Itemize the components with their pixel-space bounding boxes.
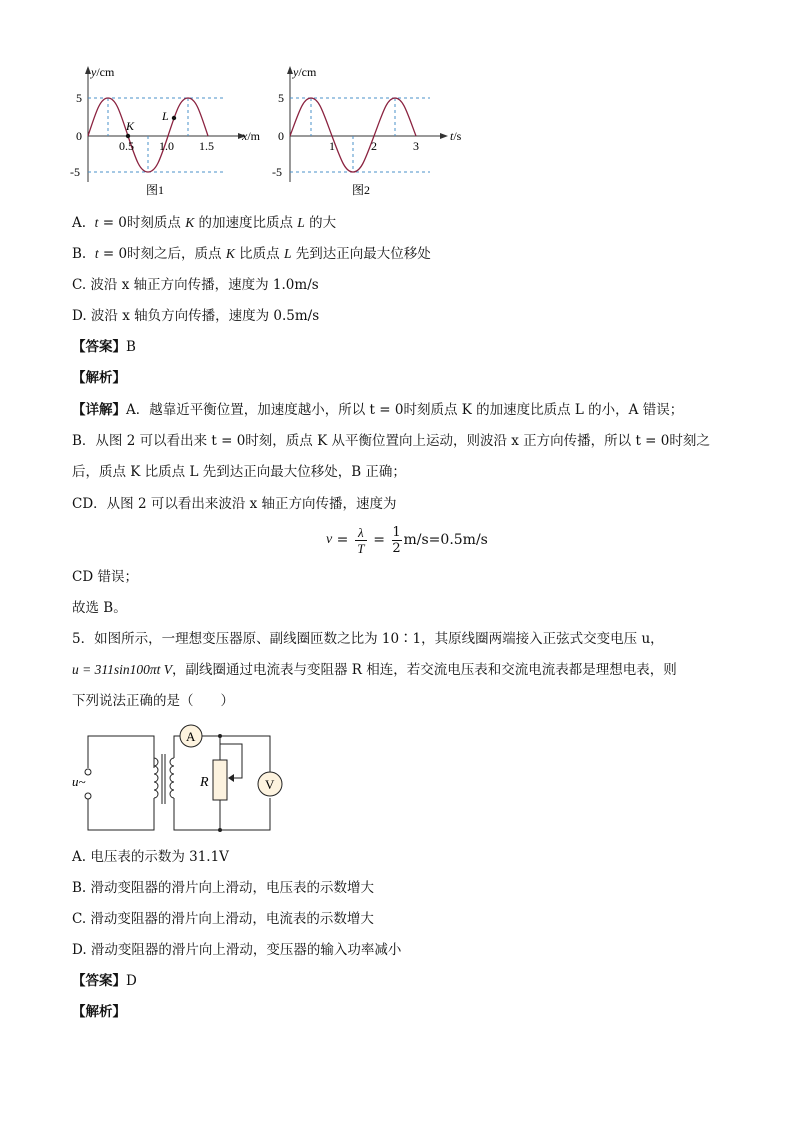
q4-option-d: D. 波沿 x 轴负方向传播，速度为 0.5m/s — [72, 308, 320, 324]
fig1-label-k: K — [126, 119, 135, 133]
q4-option-a: A. t = 0时刻质点 K 的加速度比质点 L 的大 — [72, 215, 337, 231]
fig1-x-label: x/m — [242, 129, 260, 143]
fraction-lambda-over-t: λ T — [355, 525, 367, 556]
fig2-x-axis-arrow — [440, 133, 448, 139]
q4-detail-b-line2: 后，质点 K 比质点 L 先到达正向最大位移处，B 正确； — [72, 464, 406, 480]
fig2-ytick-0: 0 — [278, 129, 284, 143]
q5-stem-line2: u = 311sin100πt V，副线圈通过电流表与变阻器 R 相连，若交流电压表和交流电流表都是理想电表，则 — [72, 662, 677, 678]
q5-answer: 【答案】D — [72, 973, 137, 989]
rheostat-resistor — [213, 760, 227, 800]
voltmeter-label: V — [265, 777, 275, 792]
fig2-x-label: t/s — [450, 129, 462, 143]
figure-1-wave-graph — [70, 62, 270, 202]
fig1-label-l: L — [162, 109, 169, 123]
fig1-y-label: y/cm — [91, 65, 115, 79]
q4-option-b: B. t = 0时刻之后，质点 K 比质点 L 先到达正向最大位移处 — [72, 246, 431, 262]
fig1-point-k — [126, 134, 130, 138]
q5-stem-line3: 下列说法正确的是（ ） — [72, 693, 234, 709]
fig2-ytick-neg5: -5 — [272, 165, 282, 179]
primary-bottom-wire — [88, 796, 154, 830]
q5-analysis-tag: 【解析】 — [72, 1004, 126, 1020]
q5-option-b: B. 滑动变阻器的滑片向上滑动，电压表的示数增大 — [72, 880, 375, 896]
q4-option-c: C. 波沿 x 轴正方向传播，速度为 1.0m/s — [72, 277, 319, 293]
fig2-xtick-3: 3 — [413, 139, 419, 153]
fig2-caption: 图2 — [352, 183, 371, 197]
rheostat-slider-arrow — [228, 774, 234, 782]
fig1-ytick-5: 5 — [76, 91, 82, 105]
q4-choose: 故选 B。 — [72, 600, 127, 616]
fig1-point-l — [172, 116, 176, 120]
q4-velocity-formula: v = λ T = 1 2 m/s=0.5m/s — [326, 524, 488, 556]
fig1-xtick-0.5: 0.5 — [119, 139, 134, 153]
secondary-coil — [170, 758, 174, 798]
q5-circuit-diagram — [70, 718, 310, 838]
source-label: u~ — [72, 774, 86, 789]
fig2-y-label: y/cm — [293, 65, 317, 79]
fig2-ytick-5: 5 — [278, 91, 284, 105]
fig1-ytick-neg5: -5 — [70, 165, 80, 179]
primary-top-wire — [88, 736, 154, 768]
q5-option-d: D. 滑动变阻器的滑片向上滑动，变压器的输入功率减小 — [72, 942, 402, 958]
q5-option-c: C. 滑动变阻器的滑片向上滑动，电流表的示数增大 — [72, 911, 374, 927]
primary-coil — [154, 758, 158, 798]
source-terminal-top — [85, 769, 91, 775]
q4-detail-a: 【详解】A．越靠近平衡位置，加速度越小，所以 t = 0时刻质点 K 的加速度比质点 L 的小，A 错误； — [72, 402, 684, 418]
q4-detail-cd: CD．从图 2 可以看出来波沿 x 轴正方向传播，速度为 — [72, 496, 397, 512]
fig1-xtick-1.0: 1.0 — [159, 139, 174, 153]
fraction-1-over-2: 1 2 — [392, 524, 401, 556]
q4-detail-b-line1: B．从图 2 可以看出来 t = 0时刻，质点 K 从平衡位置向上运动，则波沿 x 正方向传播，所以 t = 0时刻之 — [72, 433, 710, 449]
fig1-ytick-0: 0 — [76, 129, 82, 143]
fig2-xtick-2: 2 — [371, 139, 377, 153]
q4-answer: 【答案】B — [72, 339, 136, 355]
ammeter-label: A — [186, 729, 196, 744]
fig1-caption: 图1 — [146, 183, 165, 197]
figure-2-vibration-graph — [270, 62, 480, 202]
q5-option-a: A. 电压表的示数为 31.1V — [72, 849, 229, 865]
fig1-xtick-1.5: 1.5 — [199, 139, 214, 153]
q4-cd-wrong: CD 错误； — [72, 569, 138, 585]
q5-stem-line1: 5．如图所示，一理想变压器原、副线圈匝数之比为 10∶1，其原线圈两端接入正弦式交变电压 u， — [72, 631, 664, 647]
q4-analysis-tag: 【解析】 — [72, 370, 126, 386]
source-terminal-bottom — [85, 793, 91, 799]
resistor-label: R — [200, 775, 209, 790]
fig2-xtick-1: 1 — [329, 139, 335, 153]
